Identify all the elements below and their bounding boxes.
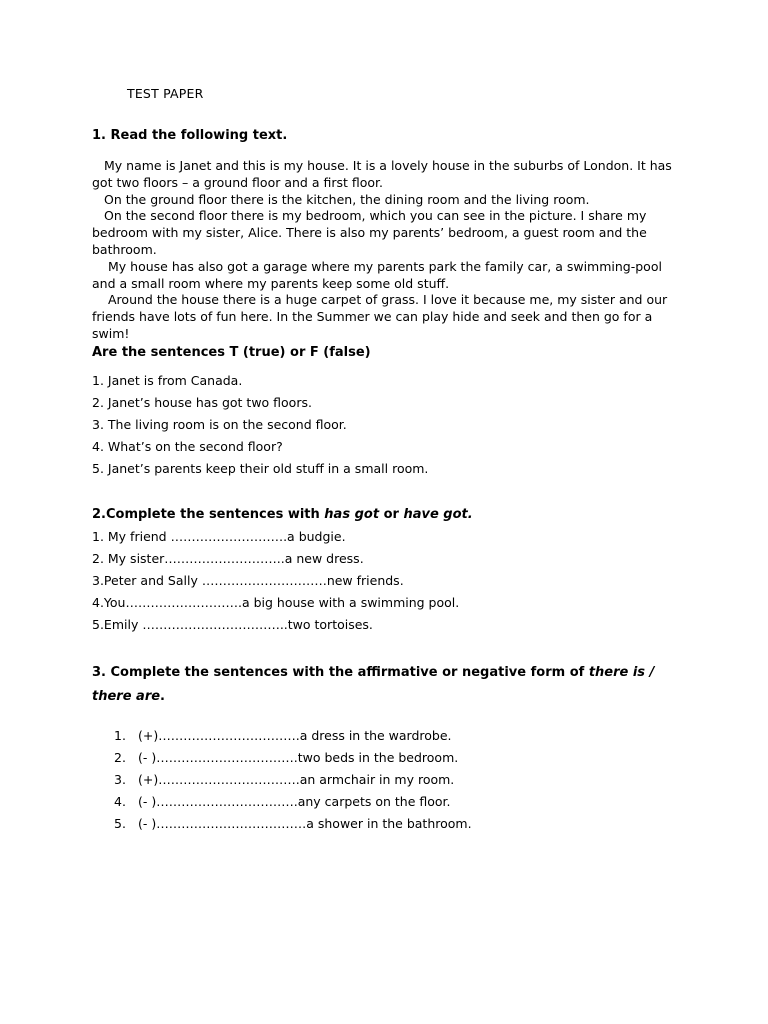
- true-false-list: [92, 370, 428, 480]
- section-2-heading-em: have got.: [403, 507, 473, 522]
- list-number: 5.: [114, 816, 126, 831]
- list-item: 1. Janet is from Canada.: [92, 373, 243, 388]
- section-2-heading-em: has got: [324, 507, 380, 522]
- passage-paragraph: My house has also got a garage where my parents park the family car, a swimming-pool and a small room where my parents keep some old stuff.: [92, 258, 662, 291]
- list-item: 5. Janet’s parents keep their old stuff in a small room.: [92, 461, 429, 476]
- list-text: (+)…………………………….a dress in the wardrobe.: [138, 728, 452, 743]
- passage-paragraph: Around the house there is a huge carpet of grass. I love it because me, my sister and our friends have lots of fun here. In the Summer we can play hide and seek and then go for a swim!: [92, 292, 668, 341]
- list-item: 4.You……………………….a big house with a swimming pool.: [92, 595, 460, 610]
- true-false-heading: Are the sentences T (true) or F (false): [92, 345, 371, 360]
- list-number: 3.: [114, 772, 126, 787]
- section-3-heading-text: .: [160, 689, 165, 704]
- there-is-list: [114, 725, 472, 835]
- list-number: 2.: [114, 750, 126, 765]
- section-3-heading-text: 3. Complete the sentences with the affirmative or negative form of: [92, 665, 589, 680]
- section-1-heading: 1. Read the following text.: [92, 128, 288, 143]
- list-item: [114, 791, 472, 813]
- list-item: 2. My sister………………………..a new dress.: [92, 551, 364, 566]
- list-item: [114, 725, 472, 747]
- list-item: [114, 813, 472, 835]
- page-title: TEST PAPER: [127, 86, 204, 101]
- list-number: 1.: [114, 728, 126, 743]
- section-2-heading-text: or: [379, 507, 404, 522]
- section-2-heading-text: 2.Complete the sentences with: [92, 507, 325, 522]
- list-item: [114, 747, 472, 769]
- list-text: (+)…………………………….an armchair in my room.: [138, 772, 455, 787]
- list-item: 1. My friend ……………………….a budgie.: [92, 529, 346, 544]
- list-item: 2. Janet’s house has got two floors.: [92, 395, 312, 410]
- fill-in-list: [92, 526, 459, 636]
- list-item: 3.Peter and Sally …………………………new friends.: [92, 573, 404, 588]
- list-number: 4.: [114, 794, 126, 809]
- list-item: 5.Emily ……………………………..two tortoises.: [92, 617, 373, 632]
- list-item: 4. What’s on the second floor?: [92, 439, 283, 454]
- reading-passage: [92, 158, 678, 343]
- list-item: 3. The living room is on the second floor.: [92, 417, 347, 432]
- list-item: [114, 769, 472, 791]
- passage-paragraph: On the ground floor there is the kitchen, the dining room and the living room.: [104, 191, 590, 207]
- passage-paragraph: On the second floor there is my bedroom, which you can see in the picture. I share my bedroom with my sister, Alice. There is also my parents’ bedroom, a guest room and the bathroom.: [92, 208, 647, 257]
- list-text: (- )…………………………….any carpets on the floor.: [138, 794, 451, 809]
- passage-paragraph: My name is Janet and this is my house. It is a lovely house in the suburbs of London. It has got two floors – a ground floor and a first floor.: [92, 158, 672, 190]
- list-text: (- )…………………………….two beds in the bedroom.: [138, 750, 459, 765]
- section-3-heading: [92, 661, 692, 709]
- section-2-heading: [92, 507, 473, 522]
- section-3-heading-em: there is / there are: [92, 665, 655, 704]
- list-text: (- )………………………………a shower in the bathroom.: [138, 816, 472, 831]
